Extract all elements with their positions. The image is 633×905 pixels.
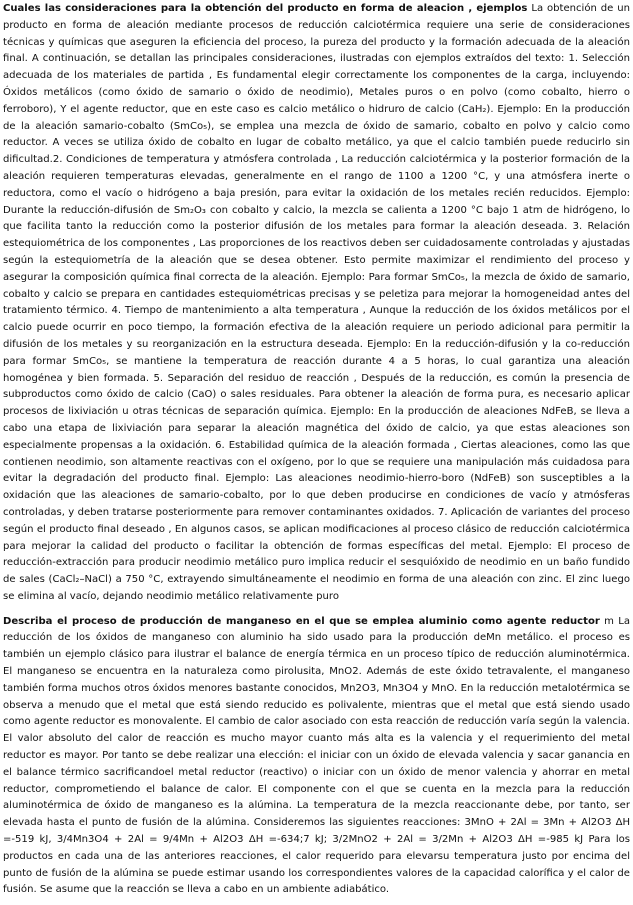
- section-alloy-considerations: [3, 1, 630, 606]
- section-heading: Describa el proceso de producción de manganeso en el que se emplea aluminio como agente reductor: [3, 615, 600, 627]
- section-body: La obtención de un producto en forma de aleación mediante procesos de reducción calciotérmica requiere una serie de consideraciones técnicas y químicas que aseguren la eficiencia del proceso, la pureza del producto y la formación adecuada de la aleación final. A continuación, se detallan las principales consideraciones, ilustradas con ejemplos extraídos del texto: 1. Selección adecuada de los materiales de partida , Es fundamental elegir correctamente los componentes de la carga, incluyendo: Óxidos metálicos (como óxido de samario o óxido de neodimio), Metales puros o en polvo (como cobalto, hierro o ferroboro), Y el agente reductor, que en este caso es calcio metálico o hidruro de calcio (CaH₂). Ejemplo: En la producción de la aleación samario-cobalto (SmCo₅), se emplea una mezcla de óxido de samario, cobalto en polvo y calcio como reductor. A veces se utiliza óxido de cobalto en lugar de cobalto metálico, ya que el calcio también puede reducirlo sin dificultad.2. Condiciones de temperatura y atmósfera controlada , La reducción calciotérmica y la posterior formación de la aleación requieren temperaturas elevadas, generalmente en el rango de 1100 a 1200 °C, y una atmósfera inerte o reductora, como el vacío o hidrógeno a baja presión, para evitar la oxidación de los metales recién reducidos. Ejemplo: Durante la reducción-difusión de Sm₂O₃ con cobalto y calcio, la mezcla se calienta a 1200 °C bajo 1 atm de hidrógeno, lo que facilita tanto la reducción como la posterior difusión de los metales para formar la aleación deseada. 3. Relación estequiométrica de los componentes , Las proporciones de los reactivos deben ser cuidadosamente controladas y ajustadas según la estequiometría de la aleación que se desea obtener. Esto permite maximizar el rendimiento del proceso y asegurar la composición química final correcta de la aleación. Ejemplo: Para formar SmCo₅, la mezcla de óxido de samario, cobalto y calcio se prepara en cantidades estequiométricas precisas y se peletiza para mejorar la homogeneidad antes del tratamiento térmico. 4. Tiempo de mantenimiento a alta temperatura , Aunque la reducción de los óxidos metálicos por el calcio puede ocurrir en poco tiempo, la formación efectiva de la aleación requiere un periodo adicional para permitir la difusión de los metales y su reorganización en la estructura deseada. Ejemplo: En la reducción-difusión y la co-reducción para formar SmCo₅, se mantiene la temperatura de reacción durante 4 a 5 horas, lo cual garantiza una aleación homogénea y bien formada. 5. Separación del residuo de reacción , Después de la reducción, es común la presencia de subproductos como óxido de calcio (CaO) o sales residuales. Para obtener la aleación de forma pura, es necesario aplicar procesos de lixiviación u otras técnicas de separación química. Ejemplo: En la producción de aleaciones NdFeB, se lleva a cabo una etapa de lixiviación para separar la aleación magnética del óxido de calcio, ya que estas aleaciones son especialmente propensas a la oxidación. 6. Estabilidad química de la aleación formada , Ciertas aleaciones, como las que contienen neodimio, son altamente reactivas con el oxígeno, por lo que se requiere una manipulación más cuidadosa para evitar la degradación del producto final. Ejemplo: Las aleaciones neodimio-hierro-boro (NdFeB) son susceptibles a la oxidación que las aleaciones de samario-cobalto, por lo que deben producirse en condiciones de vacío y atmósferas controladas, y deben tratarse posteriormente para remover contaminantes oxidados. 7. Aplicación de variantes del proceso según el producto final deseado , En algunos casos, se aplican modificaciones al proceso clásico de reducción calciotérmica para mejorar la calidad del producto o facilitar la obtención de formas específicas del metal. Ejemplo: El proceso de reducción-extracción para producir neodimio metálico puro implica reducir el sesquióxido de neodimio en un baño fundido de sales (CaCl₂–NaCl) a 750 °C, extrayendo simultáneamente el neodimio en forma de una aleación con zinc. El zinc luego se elimina al vacío, dejando neodimio metálico relativamente puro: [3, 3, 630, 602]
- section-manganese-process: [3, 614, 630, 900]
- section-body: m La reducción de los óxidos de manganeso con aluminio ha sido usado para la producción deMn metálico. el proceso es también un ejemplo clásico para ilustrar el balance de energía térmica en un proceso típico de reducción aluminotérmica. El manganeso se encuentra en la naturaleza como pirolusita, MnO2. Además de este óxido tetravalente, el manganeso también forma muchos otros óxidos menores bastante conocidos, Mn2O3, Mn3O4 y MnO. En la reducción metalotérmica se observa a menudo que el metal que está siendo reducido es polivalente, mientras que el metal que está siendo usado como agente reductor es monovalente. El cambio de calor asociado con esta reacción de reducción varía según la valencia. El valor absoluto del calor de reacción es mucho mayor cuanto más alta es la valencia y el requerimiento del metal reductor es mayor. Por tanto se debe realizar una elección: el iniciar con un óxido de elevada valencia y sacar ganancia en el balance térmico sacrificandoel metal reductor (reactivo) o iniciar con un óxido de menor valencia y ahorrar en metal reductor, comprometiendo el balance de calor. El componente con el que se cuenta en la mezcla para la reducción aluminotérmica de óxido de manganeso es la alúmina. La temperatura de la mezcla reaccionante debe, por tanto, ser elevada hasta el punto de fusión de la alúmina. Consideremos las siguientes reacciones: 3MnO + 2Al = 3Mn + Al2O3 ΔH =-519 kJ, 3/4Mn3O4 + 2Al = 9/4Mn + Al2O3 ΔH =-634;7 kJ; 3/2MnO2 + 2Al = 3/2Mn + Al2O3 ΔH =-985 kJ Para los productos en cada una de las anteriores reacciones, el calor requerido para elevarsu temperatura justo por encima del punto de fusión de la alúmina se puede estimar usando los correspondientes valores de la capacidad calorífica y el calor de fusión. Se asume que la reacción se lleva a cabo en un ambiente adiabático.: [3, 615, 630, 896]
- section-heading: Cuales las consideraciones para la obtención del producto en forma de aleacion , ejemplos: [3, 3, 528, 14]
